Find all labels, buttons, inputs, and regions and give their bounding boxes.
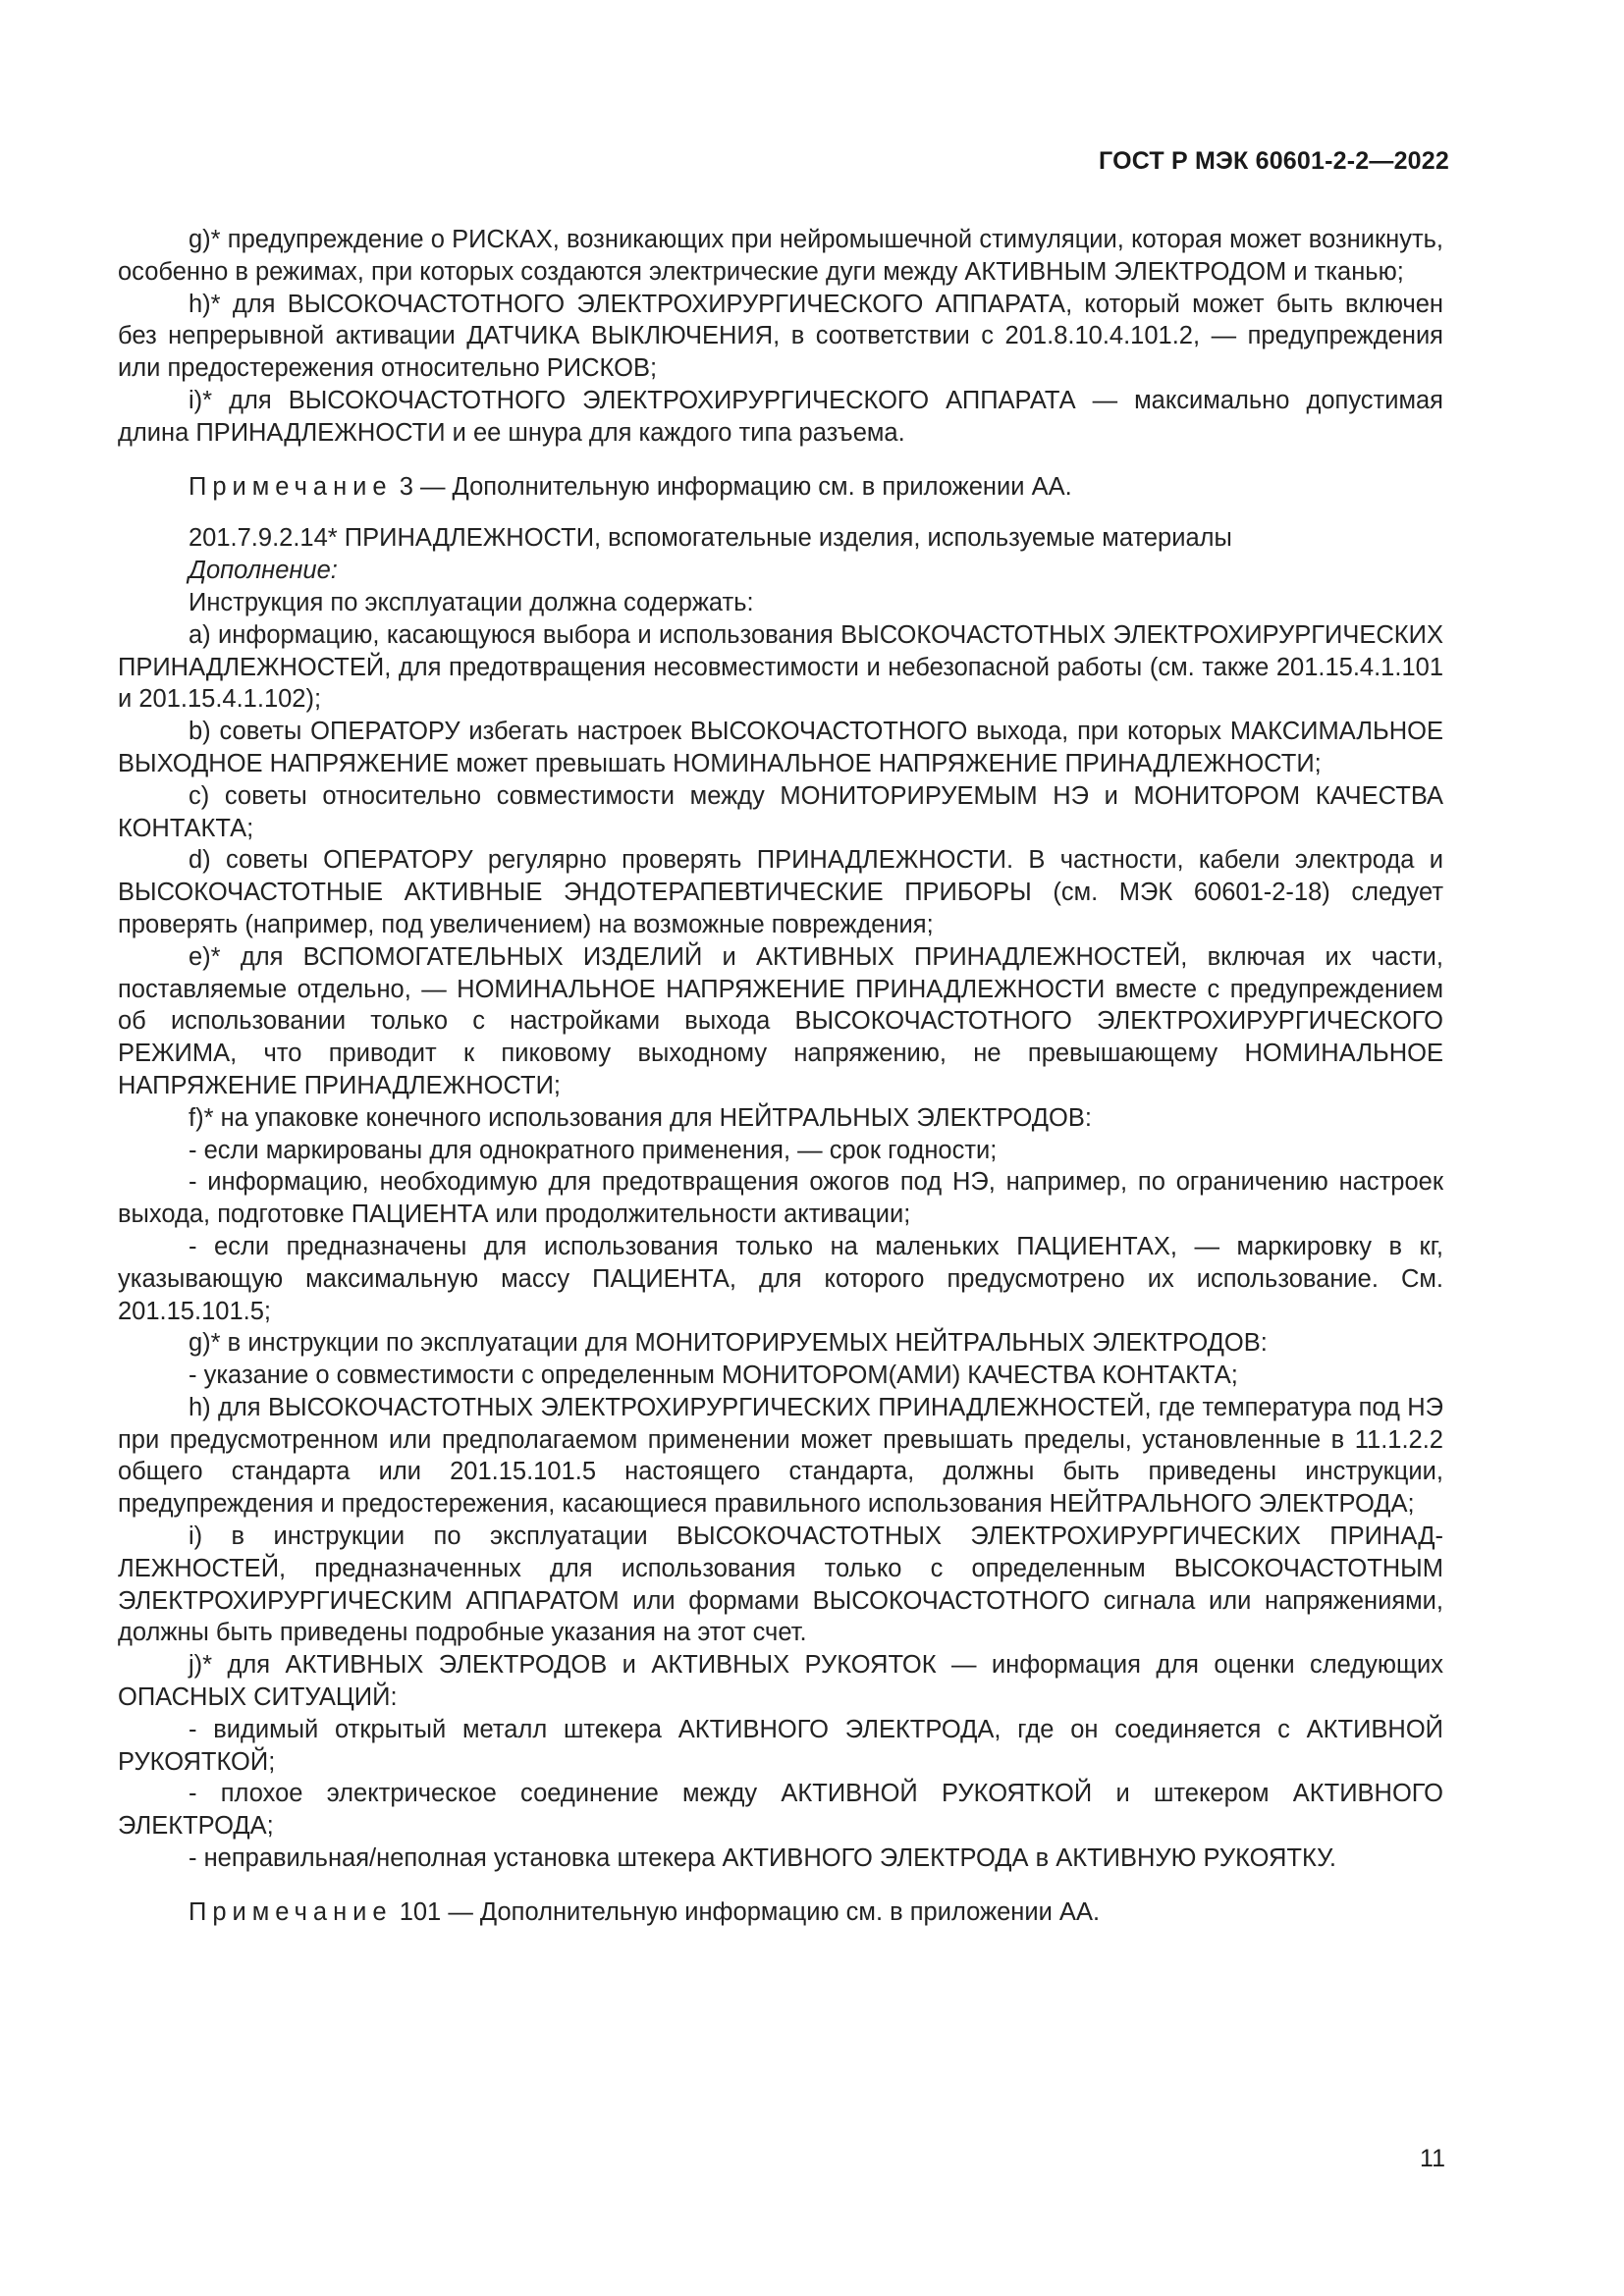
paragraph-j-active-electrodes: j)* для АКТИВНЫХ ЭЛЕКТРОДОВ и АКТИВНЫХ РУКОЯТОК — информация для оценки следующих ОПАСНЫХ СИТУАЦИЙ:	[118, 1651, 1443, 1712]
paragraph-h-activation: h)* для ВЫСОКОЧАСТОТНОГО ЭЛЕКТРОХИРУРГИЧЕСКОГО АППАРАТА, который может быть включен без непрерывной активации ДАТЧИКА ВЫКЛЮЧЕНИЯ, в соответствии с 201.8.10.4.101.2, — предупреждения или предостережения относительно РИСКОВ;	[118, 290, 1443, 383]
page-number: 11	[1420, 2145, 1445, 2172]
paragraph-b: b) советы ОПЕРАТОРУ избегать настроек ВЫСОКОЧАСТОТНОГО выхода, при которых МАКСИМАЛЬНОЕ ВЫХОДНОЕ НАПРЯЖЕНИЕ может превышать НОМИНАЛЬНОЕ НАПРЯЖЕНИЕ ПРИНАДЛЕЖНОСТИ;	[118, 718, 1443, 777]
instructions-intro: Инструкция по эксплуатации должна содержать:	[189, 588, 754, 616]
paragraph-g-neuromuscular: g)* предупреждение о РИСКАХ, возникающих при нейромышечной стимуляции, которая может возникнуть, особенно в режимах, при которых создаются электрические дуги между АКТИВНЫМ ЭЛЕКТРОДОМ и тканью;	[118, 226, 1443, 286]
list-item-burns: - информацию, необходимую для предотвращения ожогов под НЭ, например, по ограничению настроек выхода, подготовке ПАЦИЕНТА или продолжительности активации;	[118, 1168, 1443, 1229]
list-item-exposed-metal: - видимый открытый металл штекера АКТИВНОГО ЭЛЕКТРОДА, где он соединяется с АКТИВНОЙ РУКОЯТКОЙ;	[118, 1715, 1443, 1776]
paragraph-e: e)* для ВСПОМОГАТЕЛЬНЫХ ИЗДЕЛИЙ и АКТИВНЫХ ПРИНАДЛЕЖНОСТЕЙ, включая их части, поставляемые отдельно, — НОМИНАЛЬНОЕ НАПРЯЖЕНИЕ ПРИНАДЛЕЖНОСТИ вместе с предупреждением об использовании только с настройками выхода ВЫСОКОЧАСТОТНОГО ЭЛЕКТРОХИРУРГИЧЕСКОГО РЕЖИМА, что приводит к пиковому выходному напряжению, не превышающему НОМИНАЛЬНОЕ НАПРЯЖЕНИЕ ПРИНАДЛЕЖНОСТИ;	[118, 942, 1443, 1099]
list-item-improper-install: - неправильная/неполная установка штекера АКТИВНОГО ЭЛЕКТРОДА в АКТИВНУЮ РУКОЯТКУ.	[189, 1844, 1336, 1873]
paragraph-d: d) советы ОПЕРАТОРУ регулярно проверять ПРИНАДЛЕЖНОСТИ. В частности, кабели электрода и ВЫСОКОЧАСТОТНЫЕ АКТИВНЫЕ ЭНДОТЕРАПЕВТИЧЕСКИЕ ПРИБОРЫ (см. МЭК 60601-2-18) следует проверять (например, под увеличением) на возможные повреждения;	[118, 846, 1443, 938]
paragraph-i-specific-use: i) в инструкции по эксплуатации ВЫСОКОЧАСТОТНЫХ ЭЛЕКТРОХИРУРГИЧЕСКИХ ПРИНАДЛЕЖНОСТЕЙ, предназначенных для использования только с определенным ВЫСОКОЧАСТОТНЫМ ЭЛЕКТРОХИРУРГИЧЕСКИМ АППАРАТОМ или формами ВЫСОКОЧАСТОТНОГО сигнала или напряжениями, должны быть приведены подробные указания на этот счет.	[118, 1522, 1443, 1647]
list-item-expiry: - если маркированы для однократного применения, — срок годности;	[189, 1136, 998, 1164]
section-heading: 201.7.9.2.14* ПРИНАДЛЕЖНОСТИ, вспомогательные изделия, используемые материалы	[189, 524, 1232, 553]
paragraph-c: c) советы относительно совместимости между МОНИТОРИРУЕМЫМ НЭ и МОНИТОРОМ КАЧЕСТВА КОНТАКТА;	[118, 781, 1443, 842]
note-label: Примечание	[189, 472, 393, 501]
note-101	[118, 1896, 1443, 1929]
note-label: Примечание	[189, 1897, 393, 1926]
paragraph-a: a) информацию, касающуюся выбора и использования ВЫСОКОЧАСТОТНЫХ ЭЛЕКТРОХИРУРГИЧЕСКИХ ПРИНАДЛЕЖНОСТЕЙ, для предотвращения несовместимости и небезопасной работы (см. также 201.15.4.1.101 и 201.15.4.1.102);	[118, 620, 1443, 714]
list-item-small-patients: - если предназначены для использования только на маленьких ПАЦИЕНТАХ, — маркировку в кг, указывающую максимальную массу ПАЦИЕНТА, для которого предусмотрено их использование. См. 201.15.101.5;	[118, 1232, 1443, 1325]
list-item-compatibility: - указание о совместимости с определенным МОНИТОРОМ(АМИ) КАЧЕСТВА КОНТАКТА;	[189, 1362, 1238, 1390]
document-standard-id: ГОСТ Р МЭК 60601-2-2—2022	[1099, 147, 1449, 175]
document-body	[118, 224, 1443, 1949]
note-text: 101 — Дополнительную информацию см. в приложении АА.	[392, 1897, 1101, 1926]
paragraph-f: f)* на упаковке конечного использования для НЕЙТРАЛЬНЫХ ЭЛЕКТРОДОВ:	[189, 1103, 1092, 1132]
supplement-label: Дополнение:	[189, 557, 338, 585]
paragraph-h-temperature: h) для ВЫСОКОЧАСТОТНЫХ ЭЛЕКТРОХИРУРГИЧЕСКИХ ПРИНАДЛЕЖНОСТЕЙ, где температура под НЭ при предусмотренном или предполагаемом применении может превышать пределы, установленные в 11.1.2.2 общего стандарта или 201.15.101.5 настоящего стандарта, должны быть приведены инструкции, предупреждения и предостережения, касающиеся правильного использования НЕЙТРАЛЬНОГО ЭЛЕКТРОДА;	[118, 1393, 1443, 1519]
note-3	[118, 471, 1443, 504]
note-text: 3 — Дополнительную информацию см. в приложении АА.	[392, 472, 1072, 501]
paragraph-i-max-length: i)* для ВЫСОКОЧАСТОТНОГО ЭЛЕКТРОХИРУРГИЧЕСКОГО АППАРАТА — максимально допустимая длина ПРИНАДЛЕЖНОСТИ и ее шнура для каждого типа разъема.	[118, 386, 1443, 447]
paragraph-g-monitored: g)* в инструкции по эксплуатации для МОНИТОРИРУЕМЫХ НЕЙТРАЛЬНЫХ ЭЛЕКТРОДОВ:	[189, 1329, 1268, 1358]
list-item-poor-connection: - плохое электрическое соединение между АКТИВНОЙ РУКОЯТКОЙ и штекером АКТИВНОГО ЭЛЕКТРОДА;	[118, 1780, 1443, 1841]
